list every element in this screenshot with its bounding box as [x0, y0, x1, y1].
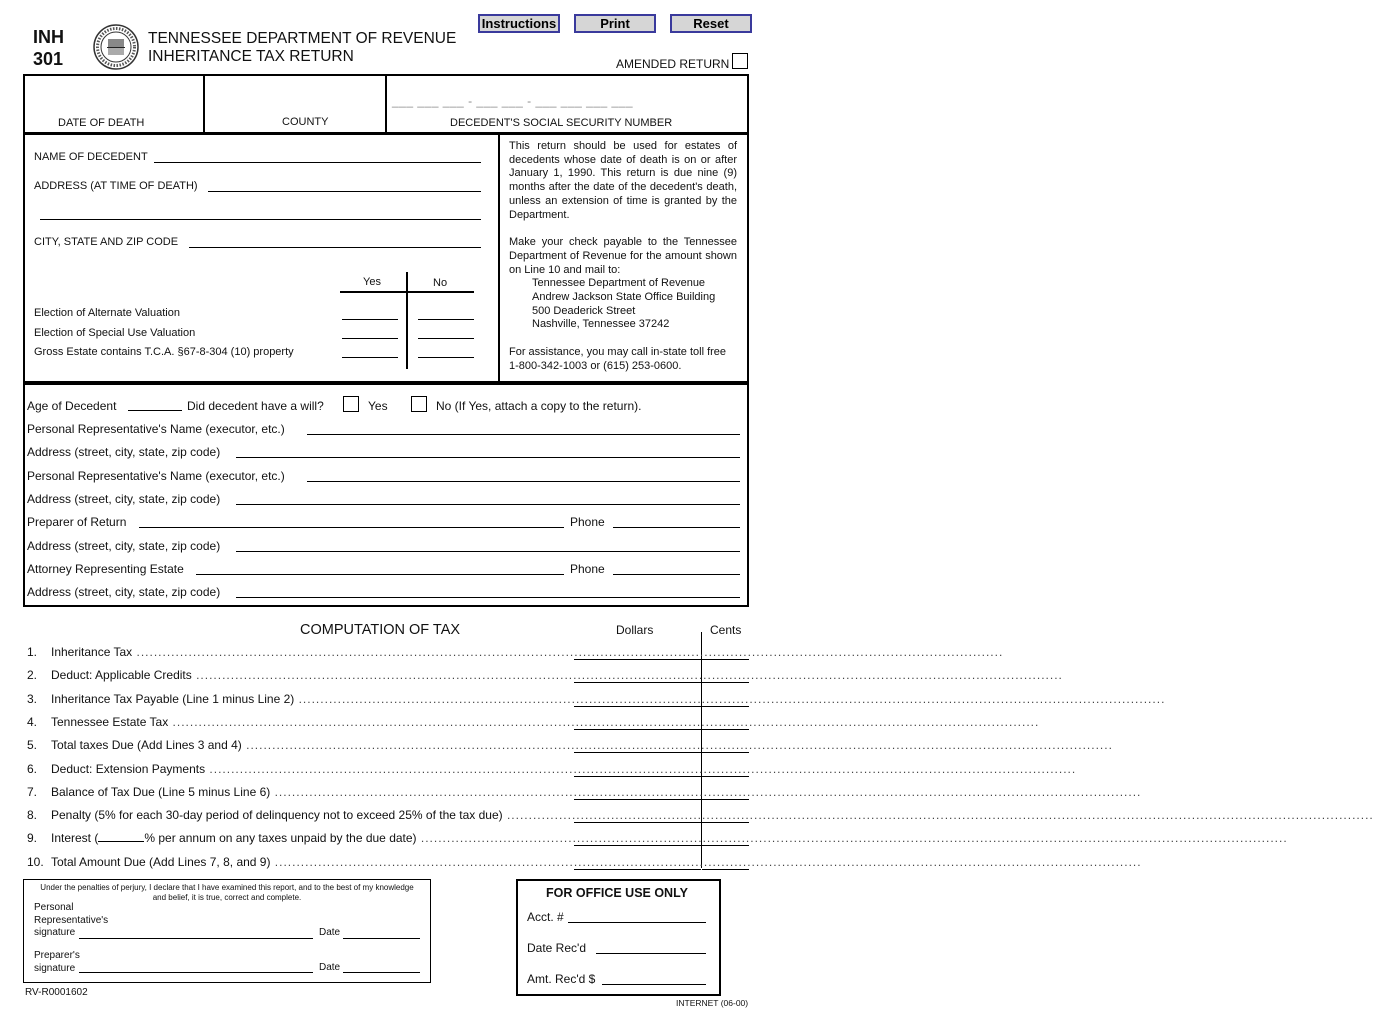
- rep1-name-input[interactable]: [307, 434, 740, 435]
- prep-signature-label-2: signature: [34, 962, 76, 974]
- decedent-address-input[interactable]: [208, 191, 481, 192]
- divider: [385, 75, 387, 133]
- computation-line-1: [0, 645, 1004, 665]
- line-number: 6.: [27, 762, 38, 776]
- prep-date-label: Date: [319, 962, 341, 973]
- decedent-address-input-2[interactable]: [40, 219, 481, 220]
- rep-signature-input[interactable]: [79, 938, 313, 939]
- line-label-text: Penalty (5% for each 30-day period of delinquency not to exceed 25% of the tax due): [51, 808, 503, 822]
- rep1-address-input[interactable]: [236, 457, 740, 458]
- attorney-label: Attorney Representing Estate: [27, 562, 184, 576]
- mail-address-line-2: Andrew Jackson State Office Building: [532, 291, 716, 304]
- decedent-city-input[interactable]: [189, 247, 481, 248]
- rep-signature-label-3: signature: [34, 927, 76, 938]
- divider: [203, 75, 205, 133]
- cents-input[interactable]: [702, 706, 749, 707]
- date-of-death-label: DATE OF DEATH: [58, 117, 145, 129]
- preparer-phone-label: Phone: [570, 515, 605, 529]
- instructions-button[interactable]: Instructions: [478, 14, 560, 33]
- print-button[interactable]: Print: [574, 14, 656, 33]
- alternate-valuation-label: Election of Alternate Valuation: [34, 307, 180, 319]
- computation-line-2: [0, 668, 1063, 688]
- mail-address: [509, 277, 737, 332]
- mail-address-line-1: Tennessee Department of Revenue: [532, 277, 706, 290]
- acct-input[interactable]: [568, 922, 706, 923]
- age-of-decedent-label: Age of Decedent: [27, 399, 117, 413]
- rep-signature-label: [34, 902, 108, 940]
- preparer-address-label: Address (street, city, state, zip code): [27, 539, 221, 553]
- line-number: 5.: [27, 738, 38, 752]
- computation-line-4: [0, 715, 1040, 735]
- leader-dots: ........................................................................................................................................................................................................: [205, 762, 1077, 776]
- form-title: [148, 30, 456, 66]
- ssn-label: DECEDENT'S SOCIAL SECURITY NUMBER: [450, 117, 673, 129]
- computation-title: COMPUTATION OF TAX: [300, 622, 461, 638]
- no-column-header: No: [433, 277, 448, 289]
- gross-estate-label: Gross Estate contains T.C.A. §67-8-304 (10) property: [34, 346, 294, 358]
- interest-rate-input[interactable]: [98, 831, 144, 842]
- ssn-input[interactable]: ___ ___ ___ - ___ ___ - ___ ___ ___ ___: [392, 94, 634, 108]
- line-label: [51, 715, 1040, 729]
- attorney-address-label: Address (street, city, state, zip code): [27, 585, 221, 599]
- dollars-input[interactable]: [574, 659, 701, 660]
- dollars-input[interactable]: [574, 729, 701, 730]
- will-question-label: Did decedent have a will?: [187, 399, 324, 413]
- line-label-text: Inheritance Tax Payable (Line 1 minus Line 2): [51, 692, 295, 706]
- line-label: [51, 692, 1166, 706]
- will-no-label: No (If Yes, attach a copy to the return).: [436, 399, 642, 413]
- yes-column-header: Yes: [363, 276, 381, 288]
- form-title-line-2: INHERITANCE TAX RETURN: [148, 48, 354, 65]
- gross-estate-no[interactable]: [418, 357, 474, 358]
- computation-line-9: [0, 831, 1288, 851]
- line-number: 7.: [27, 785, 38, 799]
- cents-input[interactable]: [702, 752, 749, 753]
- gross-estate-yes[interactable]: [342, 357, 398, 358]
- computation-line-6: [0, 762, 1077, 782]
- prep-signature-label: [34, 950, 80, 975]
- instructions-paragraph-1: This return should be used for estates of decedents whose date of death is on or after January 1, 1990. This return is due nine (9) months after the date of the decedent's death, unless an extension of time is granted by the Department.: [509, 140, 737, 221]
- preparer-phone-input[interactable]: [613, 527, 740, 528]
- assistance-text: For assistance, you may call in-state toll free 1-800-342-1003 or (615) 253-0600.: [509, 346, 727, 372]
- county-label: COUNTY: [282, 116, 329, 128]
- decedent-name-label: NAME OF DECEDENT: [34, 151, 148, 163]
- cents-input[interactable]: [702, 845, 749, 846]
- dollars-input[interactable]: [574, 822, 701, 823]
- rep1-name-label: Personal Representative's Name (executor, etc.): [27, 422, 285, 436]
- yes-no-divider: [406, 272, 408, 369]
- perjury-statement: Under the penalties of perjury, I declare that I have examined this report, and to the best of my knowledge and belief, it is true, correct and complete.: [40, 883, 414, 902]
- cents-input[interactable]: [702, 682, 749, 683]
- age-of-decedent-input[interactable]: [128, 410, 182, 411]
- computation-line-7: [0, 785, 1142, 805]
- decedent-city-label: CITY, STATE AND ZIP CODE: [34, 236, 179, 248]
- decedent-address-label: ADDRESS (AT TIME OF DEATH): [34, 180, 198, 192]
- form-code-line-2: 301: [33, 49, 64, 69]
- rep2-name-input[interactable]: [307, 481, 740, 482]
- form-version: INTERNET (06-00): [676, 998, 749, 1008]
- line-label-text: Balance of Tax Due (Line 5 minus Line 6): [51, 785, 271, 799]
- prep-date-input[interactable]: [343, 972, 420, 973]
- amended-return-label: AMENDED RETURN: [616, 57, 730, 71]
- line-number: 4.: [27, 715, 38, 729]
- leader-dots: ........................................................................................................................................................................................................: [502, 808, 1374, 822]
- form-id: RV-R0001602: [25, 987, 88, 998]
- line-label-post: % per annum on any taxes unpaid by the due date): [144, 831, 417, 845]
- prep-signature-label-1: Preparer's: [34, 950, 80, 961]
- date-recd-input[interactable]: [596, 953, 706, 954]
- attorney-address-input[interactable]: [236, 597, 740, 598]
- leader-dots: ........................................................................................................................................................................................................: [270, 855, 1142, 869]
- preparer-address-input[interactable]: [236, 551, 740, 552]
- form-title-line-1: TENNESSEE DEPARTMENT OF REVENUE: [148, 30, 457, 47]
- state-seal-icon: [93, 24, 139, 70]
- alternate-valuation-yes[interactable]: [342, 319, 398, 320]
- rep-signature-label-2: Representative's: [34, 914, 109, 926]
- special-use-valuation-label: Election of Special Use Valuation: [34, 327, 196, 339]
- line-number: 9.: [27, 831, 38, 845]
- line-number: 8.: [27, 808, 38, 822]
- date-of-death-input[interactable]: [26, 78, 201, 110]
- leader-dots: ........................................................................................................................................................................................................: [270, 785, 1142, 799]
- cents-header: Cents: [710, 623, 742, 637]
- computation-line-5: [0, 738, 1113, 758]
- will-no-checkbox[interactable]: [411, 396, 427, 412]
- office-use-title: FOR OFFICE USE ONLY: [546, 886, 688, 900]
- line-label-text: Total taxes Due (Add Lines 3 and 4): [51, 738, 242, 752]
- line-label: [51, 668, 1063, 682]
- line-label-pre: Interest (: [51, 831, 99, 845]
- line-number: 10.: [27, 855, 44, 869]
- line-label: [51, 645, 1004, 659]
- instructions-paragraph-2: Make your check payable to the Tennessee Department of Revenue for the amount shown on Line 10 and mail to:: [509, 236, 737, 276]
- decedent-name-input[interactable]: [154, 162, 481, 163]
- line-label-text: Deduct: Extension Payments: [51, 762, 206, 776]
- special-use-valuation-yes[interactable]: [342, 338, 398, 339]
- amt-recd-label: Amt. Rec'd $: [527, 972, 596, 986]
- leader-dots: ........................................................................................................................................................................................................: [416, 831, 1288, 845]
- line-label-text: Inheritance Tax: [51, 645, 133, 659]
- cents-input[interactable]: [702, 776, 749, 777]
- dollars-input[interactable]: [574, 799, 701, 800]
- mail-address-line-4: Nashville, Tennessee 37242: [532, 318, 670, 331]
- cents-input[interactable]: [702, 659, 749, 660]
- rep2-address-label: Address (street, city, state, zip code): [27, 492, 221, 506]
- amended-return-checkbox[interactable]: [732, 53, 748, 69]
- county-input[interactable]: [207, 78, 383, 110]
- rep1-address-label: Address (street, city, state, zip code): [27, 445, 221, 459]
- line-label-text: Tennessee Estate Tax: [51, 715, 169, 729]
- mail-address-line-3: 500 Deaderick Street: [532, 304, 636, 317]
- date-recd-label: Date Rec'd: [527, 941, 586, 955]
- leader-dots: ........................................................................................................................................................................................................: [132, 645, 1004, 659]
- computation-line-8: [0, 808, 1374, 828]
- rep2-address-input[interactable]: [236, 504, 740, 505]
- attorney-phone-input[interactable]: [613, 574, 740, 575]
- rep2-name-label: Personal Representative's Name (executor, etc.): [27, 469, 285, 483]
- leader-dots: ........................................................................................................................................................................................................: [294, 692, 1166, 706]
- cents-input[interactable]: [702, 822, 749, 823]
- special-use-valuation-no[interactable]: [418, 338, 474, 339]
- leader-dots: ........................................................................................................................................................................................................: [168, 715, 1040, 729]
- rep-date-label: Date: [319, 927, 341, 938]
- form-code-line-1: INH: [33, 27, 64, 47]
- line-label-text: Total Amount Due (Add Lines 7, 8, and 9): [51, 855, 271, 869]
- dollars-input[interactable]: [574, 869, 701, 870]
- attorney-input[interactable]: [196, 574, 564, 575]
- alternate-valuation-no[interactable]: [418, 319, 474, 320]
- dollars-input[interactable]: [574, 682, 701, 683]
- instructions-text: [509, 140, 737, 374]
- computation-line-10: [0, 855, 1142, 875]
- line-label: [51, 831, 1288, 845]
- will-yes-label: Yes: [368, 399, 388, 413]
- rep-signature-label-1: Personal: [34, 902, 74, 913]
- reset-button[interactable]: Reset: [670, 14, 752, 33]
- line-number: 1.: [27, 645, 38, 659]
- line-label-text: Deduct: Applicable Credits: [51, 668, 192, 682]
- dollars-input[interactable]: [574, 845, 701, 846]
- line-label: [51, 808, 1374, 822]
- cents-input[interactable]: [702, 799, 749, 800]
- line-label: [51, 855, 1142, 869]
- form-code: [33, 26, 64, 70]
- dollars-header: Dollars: [616, 623, 654, 637]
- line-label: [51, 785, 1142, 799]
- line-number: 2.: [27, 668, 38, 682]
- leader-dots: ........................................................................................................................................................................................................: [191, 668, 1063, 682]
- preparer-label: Preparer of Return: [27, 515, 127, 529]
- dollars-input[interactable]: [574, 776, 701, 777]
- line-label: [51, 738, 1113, 752]
- attorney-phone-label: Phone: [570, 562, 605, 576]
- preparer-input[interactable]: [139, 527, 564, 528]
- line-number: 3.: [27, 692, 38, 706]
- amt-recd-input[interactable]: [602, 984, 706, 985]
- computation-line-3: [0, 692, 1166, 712]
- dollars-input[interactable]: [574, 752, 701, 753]
- dollars-input[interactable]: [574, 706, 701, 707]
- cents-input[interactable]: [702, 729, 749, 730]
- acct-label: Acct. #: [527, 910, 564, 924]
- will-yes-checkbox[interactable]: [343, 396, 359, 412]
- line-label: [51, 762, 1077, 776]
- cents-input[interactable]: [702, 869, 749, 870]
- rep-date-input[interactable]: [343, 938, 420, 939]
- leader-dots: ........................................................................................................................................................................................................: [241, 738, 1113, 752]
- prep-signature-input[interactable]: [79, 972, 313, 973]
